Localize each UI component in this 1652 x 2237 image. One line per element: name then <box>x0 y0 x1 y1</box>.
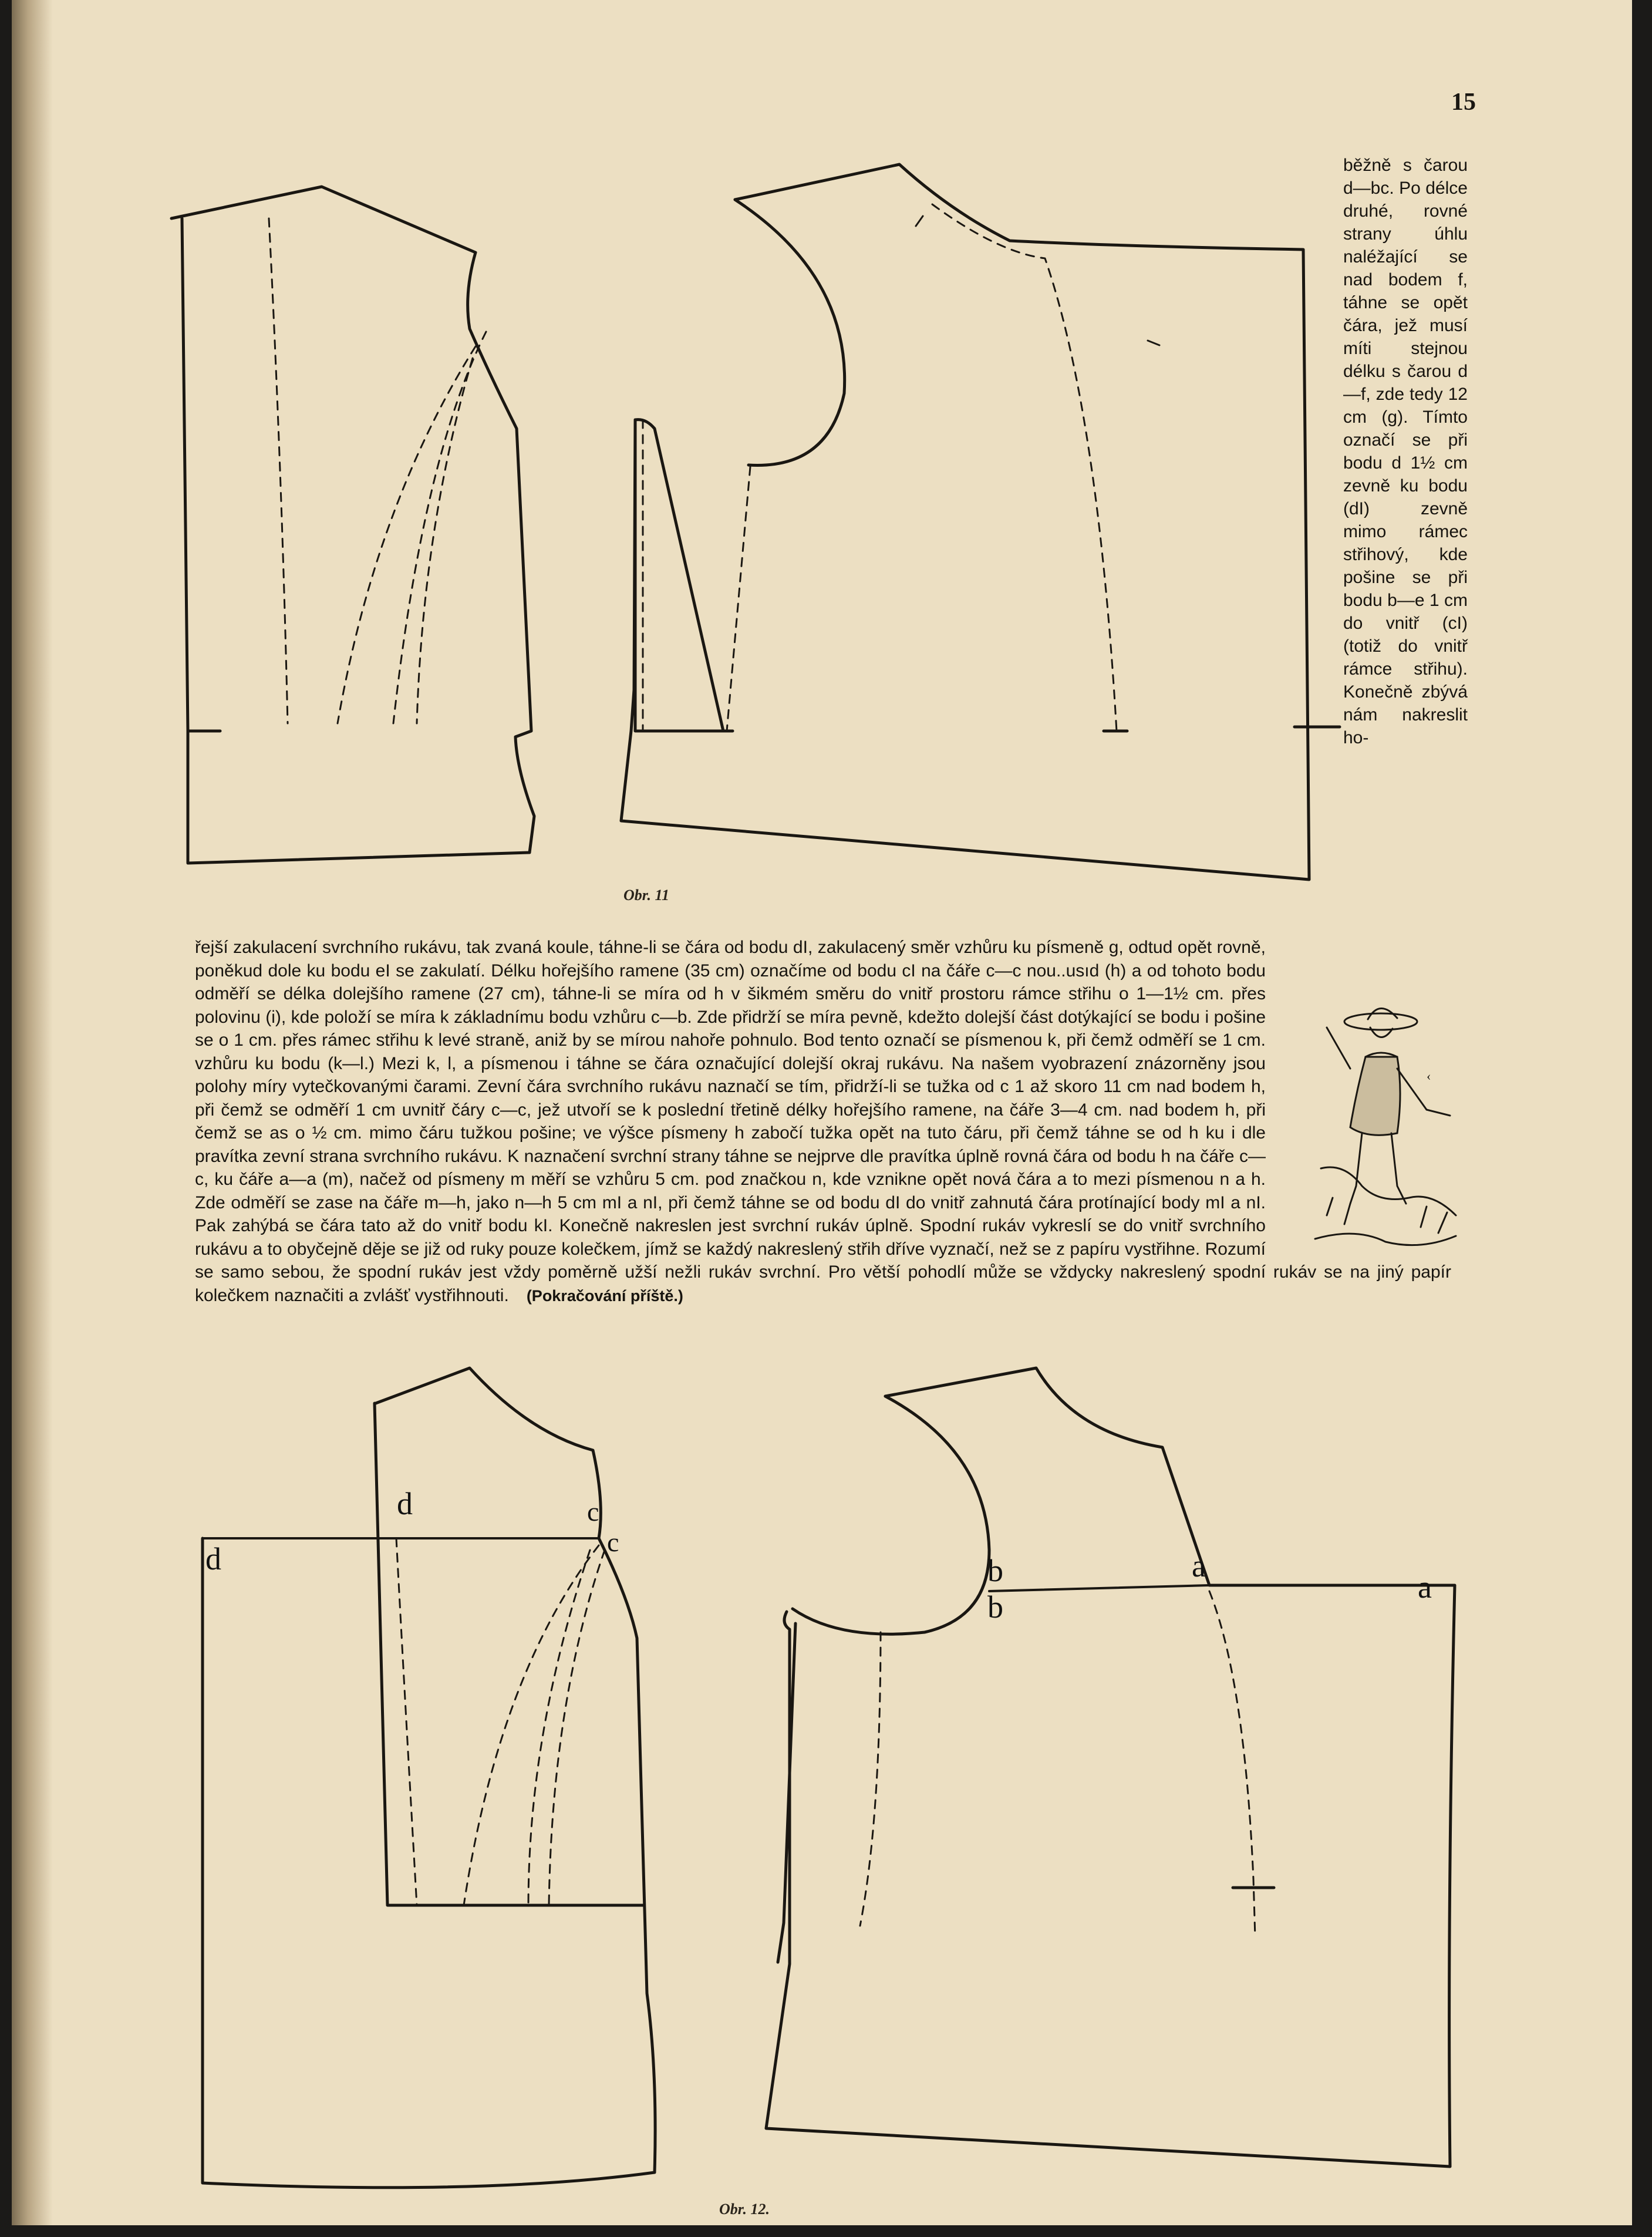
point-label-c-right: c <box>607 1527 619 1557</box>
point-label-a-right: a <box>1418 1569 1432 1605</box>
magazine-page <box>12 0 1632 2225</box>
fig11-back-piece <box>171 187 534 863</box>
point-label-d-left: d <box>205 1541 221 1576</box>
fig11-front-piece <box>621 164 1340 880</box>
continuation-note: (Pokračování příště.) <box>526 1286 683 1305</box>
point-label-b-top: b <box>987 1553 1003 1588</box>
svg-text:‹: ‹ <box>1427 1069 1431 1083</box>
narrow-column-text: běžně s čarou d—bc. Po délce druhé, rovné strany úhlu naléžající se nad bodem f, táhne se opět čára, jež musí míti stejnou délku s čarou d—f, zde tedy 12 cm (g). Tímto označí se při bodu d 1½ cm zevně ku bodu (dI) zevně mimo rámec střihový, kde pošine se při bodu b—e 1 cm do vnitř (cI) (totiž do vnitř rámce střihu). Konečně zbývá nám nakreslit ho- <box>1343 156 1468 747</box>
figure-11-caption: Obr. 11 <box>623 887 670 904</box>
figure-12-caption: Obr. 12. <box>719 2201 770 2218</box>
point-label-b-bottom: b <box>987 1589 1003 1625</box>
main-paragraph: řejší zakulacení svrchního rukávu, tak zvaná koule, táhne-li se čára od bodu dI, zakulacený směr vzhůru ku písmeně g, odtud opět rovně, poněkud dole ku bodu eI se zakulatí. Délku hořejšího ramene (35 cm) označíme od bodu cI na čáře c—c nou..usıd (h) a od tohoto bodu odměří se délka dolejšího ramene (27 cm), táhne-li se míra od h v šikmém směru do vnitř prostoru rámce střihu o 1—1½ cm. přes polovinu (i), kde položí se míra k základnímu bodu vzhůru c—b. Zde přidrží se míra pevně, kdežto dolejší část dotýkající se bodu i pošine se o 1 cm. přes rámec střihu k levé straně, aniž by se mírou nahoře pohnulo. Bod tento označí se písmenou k, při čemž odměří se 1 cm. vzhůru ku bodu (k—l.) Mezi k, l, a písmenou i táhne se čára označující dolejší okraj rukávu. Na našem vyobrazení znázorněny jsou polohy míry vytečkovanými čarami. Zevní čára svrchního rukávu naznačí se tím, přidrží-li se tužka od c 1 až skoro 11 cm nad bodem h, při čemž se odměří 1 cm uvnitř čáry c—c, jež utvoří se k poslední třetině délky hořejšího ramene, na čáře 3—4 cm. nad bodem h, při čemž se as o ½ cm. mimo čáru tužkou pošine; ve výšce písmeny h zabočí tužka opět na tuto čáru, při čemž táhne se od h ku i dle pravítka zevní strana svrchního rukávu. K naznačení svrchní strany táhne se nejprve dle pravítka úplně rovná čára od bodu h na čáře c—c, ku čáře a—a (m), načež od písmeny m měří se vzhůru 5 cm. pod značkou n, kde vznikne opět nová čára a to mezi písmenou n a h. Zde odměří se zase na čáře m—h, jako n—h 5 cm mI a nI, při čemž táhne se od bodu dI do vnitř zahnutá čára protínající body mI a nI. Pak zahýbá se čára tato až do vnitř bodu kI. Konečně nakreslen jest svrchní rukáv úplně. Spodní rukáv vykreslí se do vnitř svrchního rukávu a to obyčejně děje se již od ruky pouze kolečkem, jímž se každý nakreslený střih dříve vyznačí, než se z papíru vystřihne. Rozumí se samo sebou, že spodní rukáv jest vždy poměrně užší nežli rukáv svrchní. Pro větší pohodlí může se vždycky nakreslený spodní rukáv se na jiný papír kolečkem naznačiti a zvlášť vystřihnouti. <box>195 938 1451 1305</box>
main-article-text <box>195 936 1451 1308</box>
point-label-d-top: d <box>397 1486 413 1521</box>
point-label-a-middle: a <box>1192 1548 1206 1584</box>
page-number: 15 <box>1451 89 1476 116</box>
fig12-back-piece <box>203 1368 655 2188</box>
fig12-front-piece <box>766 1368 1455 2167</box>
hiker-illustration <box>1309 992 1462 1251</box>
point-label-c-top: c <box>587 1497 599 1527</box>
